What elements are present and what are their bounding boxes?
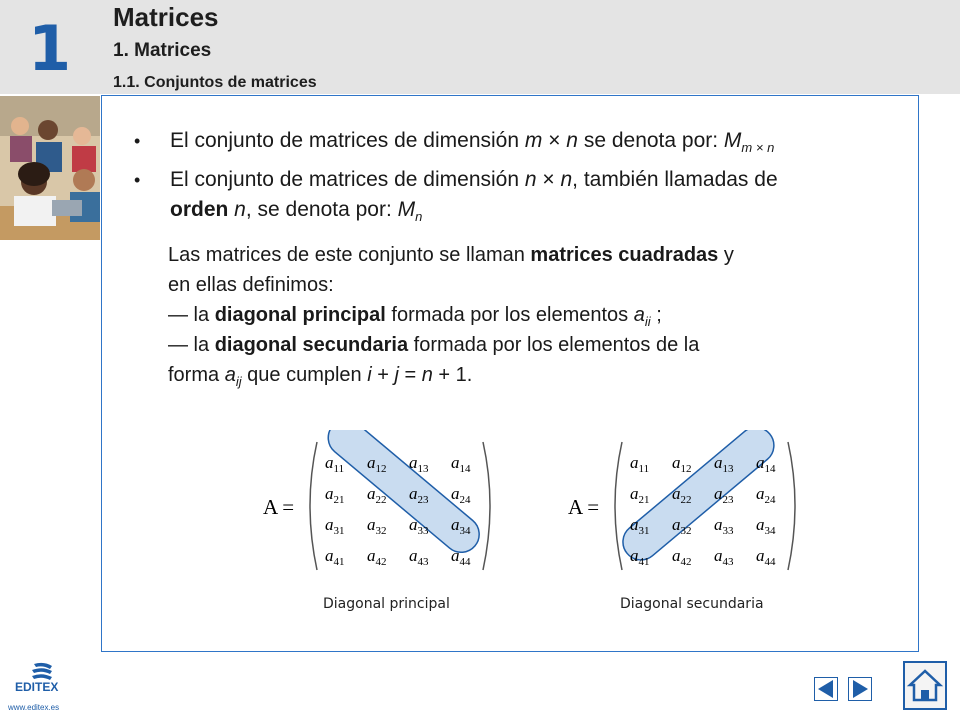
- matrix-caption: Diagonal principal: [323, 596, 450, 612]
- matrix-cell: $a_{42}$: [672, 546, 692, 568]
- matrix-cell: $a_{22}$: [672, 484, 692, 506]
- var-n: n: [524, 168, 537, 191]
- matrix-cell: $a_{12}$: [367, 453, 387, 475]
- para-text: — la: [168, 304, 215, 326]
- var-i: i: [367, 364, 372, 386]
- matrix-cell: $a_{23}$: [714, 484, 734, 506]
- bullet-text-tail: , también llamadas de: [572, 168, 778, 191]
- set-symbol: M: [397, 198, 416, 221]
- logo-text: EDITEX: [15, 680, 59, 692]
- para-text: — la: [168, 334, 215, 356]
- matrix-cell: $a_{43}$: [714, 546, 734, 568]
- para-text: en ellas definimos:: [168, 274, 334, 296]
- para-text: formada por los elementos de la: [408, 334, 700, 356]
- matrix-principal: [255, 430, 495, 612]
- bullet-text: El conjunto de matrices de dimensión: [170, 129, 525, 152]
- bullet-dot: •: [134, 170, 141, 190]
- arrow-right-icon: [849, 678, 871, 700]
- var-n: n: [566, 129, 578, 152]
- bullet-text: El conjunto de matrices de dimensión: [170, 168, 525, 191]
- matrix-cell: $a_{44}$: [756, 546, 776, 568]
- var-n: n: [560, 168, 573, 191]
- definition-paragraph: [168, 240, 868, 390]
- matrix-cell: $a_{32}$: [367, 515, 387, 537]
- bullet-item-1: [134, 126, 775, 156]
- para-text: Las matrices de este conjunto se llaman: [168, 244, 531, 266]
- para-text: +: [371, 364, 395, 386]
- matrix-cell: $a_{23}$: [409, 484, 429, 506]
- var-a: a: [633, 304, 645, 326]
- para-text: que cumplen: [241, 364, 368, 386]
- matrix-cell: $a_{31}$: [325, 515, 345, 537]
- section-title: 1. Matrices: [113, 40, 212, 61]
- matrix-cell: $a_{22}$: [367, 484, 387, 506]
- para-text: y: [718, 244, 734, 266]
- matrix-caption: Diagonal secundaria: [620, 596, 764, 612]
- set-subscript: n: [415, 209, 423, 224]
- term-diagonal-secundaria: diagonal secundaria: [214, 334, 409, 356]
- chapter-number: 1: [28, 12, 72, 85]
- index-subscript: ij: [235, 374, 242, 389]
- matrix-label: A =: [263, 495, 295, 519]
- matrix-secundaria-figure: [560, 430, 800, 580]
- home-icon: [905, 663, 945, 708]
- footer-url[interactable]: www.editex.es: [8, 703, 60, 712]
- term-diagonal-principal: diagonal principal: [214, 304, 386, 326]
- editex-logo: [8, 662, 72, 712]
- matrix-cell: $a_{13}$: [409, 453, 429, 475]
- para-text: ;: [650, 304, 662, 326]
- matrix-bracket-right: [788, 442, 795, 570]
- para-text: forma: [168, 364, 225, 386]
- matrix-principal-figure: [255, 430, 495, 580]
- matrix-label: A =: [568, 495, 600, 519]
- set-symbol: M: [723, 129, 742, 152]
- matrix-cell: $a_{24}$: [756, 484, 776, 506]
- next-button[interactable]: [848, 677, 872, 701]
- term-matrices-cuadradas: matrices cuadradas: [530, 244, 719, 266]
- matrix-cell: $a_{12}$: [672, 453, 692, 475]
- matrix-cell: $a_{31}$: [630, 515, 650, 537]
- matrix-bracket-left: [615, 442, 622, 570]
- students-photo: [0, 96, 100, 240]
- para-text: formada por los elementos: [385, 304, 634, 326]
- para-text: + 1.: [432, 364, 473, 386]
- matrix-bracket-right: [483, 442, 490, 570]
- matrix-cell: $a_{13}$: [714, 453, 734, 475]
- matrix-cell: $a_{43}$: [409, 546, 429, 568]
- var-m: m: [524, 129, 543, 152]
- page-title: Matrices: [113, 2, 219, 32]
- bullet-item-2: [134, 165, 778, 225]
- editex-logo-mark: [12, 662, 72, 692]
- matrix-cell: $a_{33}$: [714, 515, 734, 537]
- matrix-cell: $a_{34}$: [756, 515, 776, 537]
- matrix-cell: $a_{34}$: [451, 515, 471, 537]
- var-j: j: [394, 364, 399, 386]
- previous-button[interactable]: [814, 677, 838, 701]
- matrix-cell: $a_{11}$: [325, 453, 345, 475]
- subsection-title: 1.1. Conjuntos de matrices: [113, 74, 317, 91]
- term-orden: orden: [170, 198, 229, 221]
- times-sign: ×: [542, 129, 567, 152]
- matrix-bracket-left: [310, 442, 317, 570]
- home-button[interactable]: [903, 661, 947, 710]
- matrix-cell: $a_{42}$: [367, 546, 387, 568]
- times-sign: ×: [536, 168, 561, 191]
- var-a: a: [224, 364, 236, 386]
- matrix-cell: $a_{21}$: [325, 484, 345, 506]
- var-n: n: [421, 364, 433, 386]
- var-n: n: [228, 198, 246, 221]
- set-subscript: m × n: [741, 140, 775, 155]
- matrix-cell: $a_{11}$: [630, 453, 650, 475]
- bullet-text-tail: se denota por:: [577, 129, 724, 152]
- matrix-cell: $a_{33}$: [409, 515, 429, 537]
- bullet-dot: •: [134, 131, 141, 151]
- matrix-secundaria: [560, 430, 800, 612]
- arrow-left-icon: [815, 678, 837, 700]
- matrix-cell: $a_{44}$: [451, 546, 471, 568]
- matrix-cell: $a_{41}$: [630, 546, 650, 568]
- matrix-cell: $a_{21}$: [630, 484, 650, 506]
- para-text: =: [398, 364, 422, 386]
- matrix-cell: $a_{24}$: [451, 484, 471, 506]
- bullet-text-tail: , se denota por:: [245, 198, 398, 221]
- matrix-cell: $a_{41}$: [325, 546, 345, 568]
- matrix-cell: $a_{14}$: [756, 453, 776, 475]
- index-subscript: ii: [644, 314, 651, 329]
- matrix-cell: $a_{32}$: [672, 515, 692, 537]
- matrix-cell: $a_{14}$: [451, 453, 471, 475]
